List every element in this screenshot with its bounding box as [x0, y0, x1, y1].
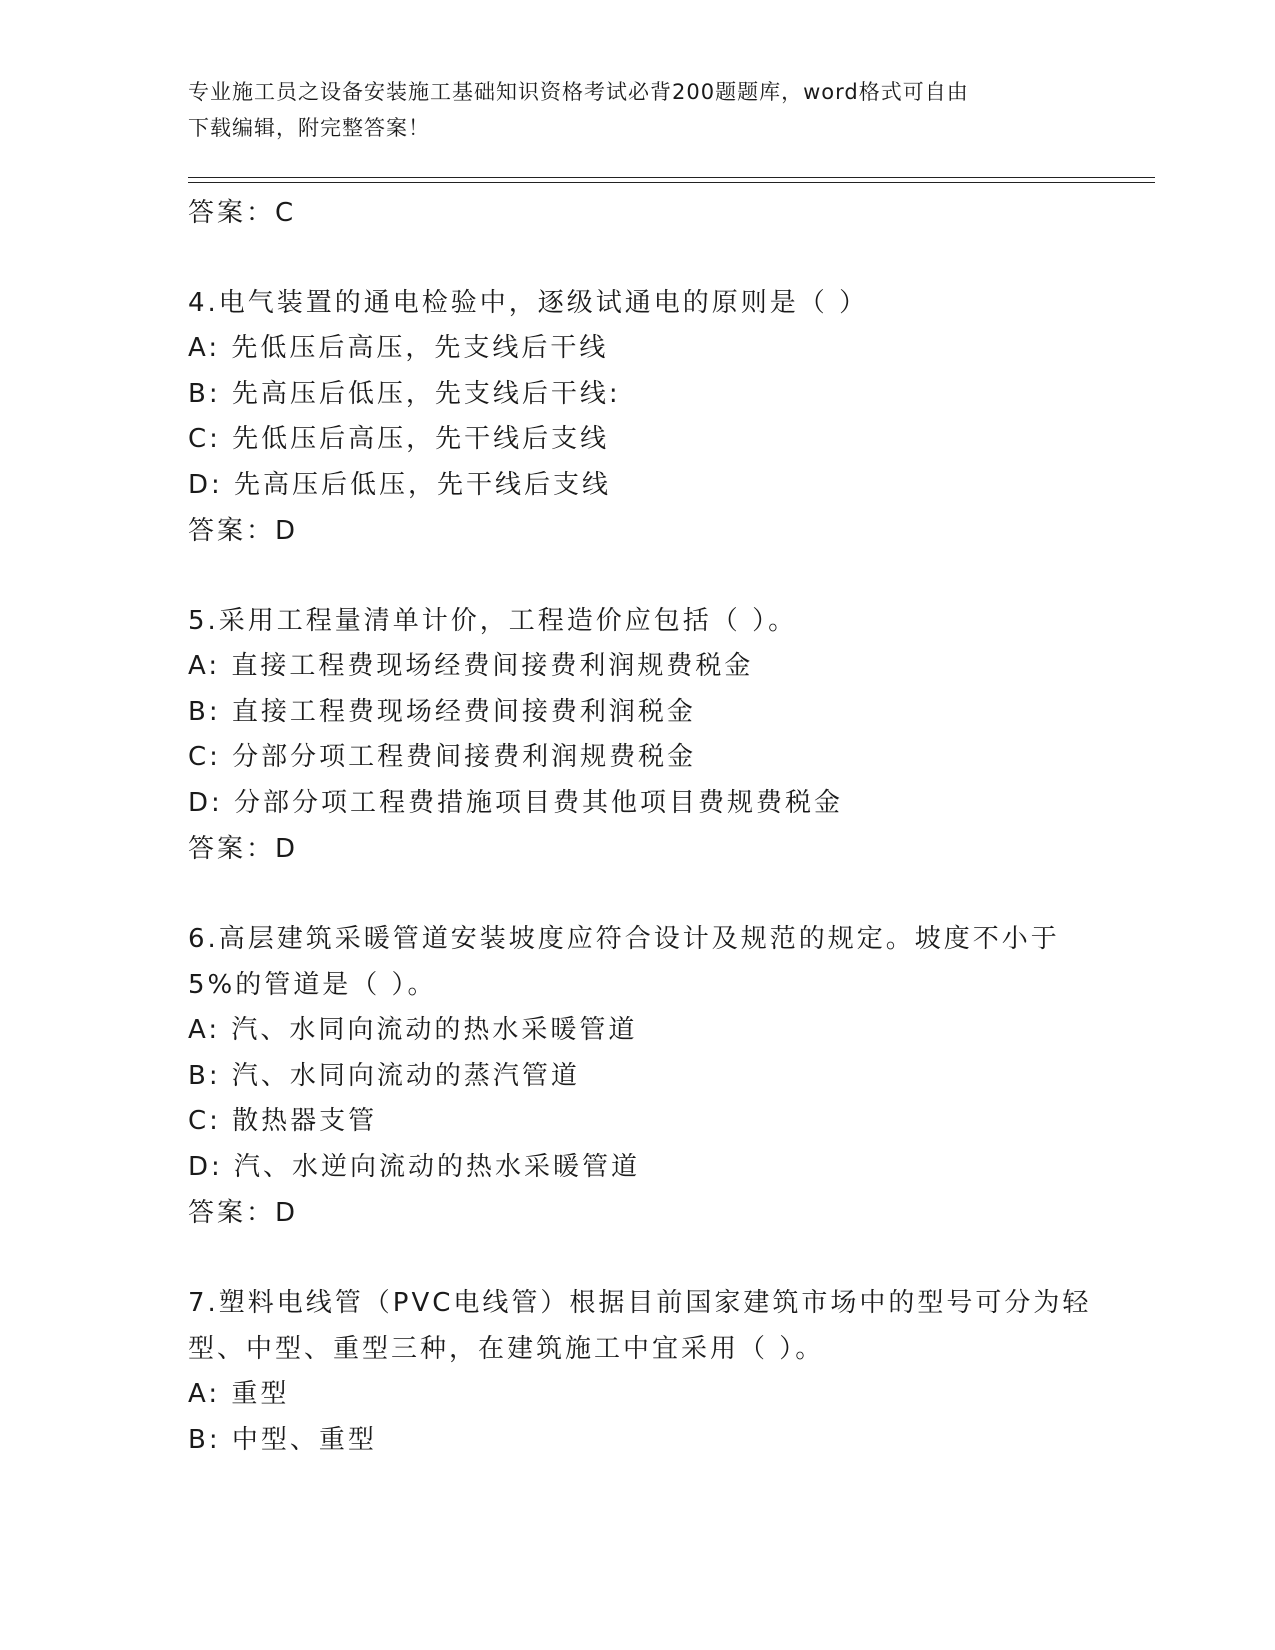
- option-a: A: 重型: [188, 1379, 290, 1409]
- previous-answer: 答案：C: [188, 198, 297, 228]
- option-c: C: 先低压后高压，先干线后支线: [188, 424, 610, 454]
- header-divider-bottom: [188, 182, 1155, 183]
- option-c: C: 分部分项工程费间接费利润规费税金: [188, 742, 697, 772]
- document-header: [188, 74, 1068, 146]
- answer: 答案：D: [188, 516, 299, 546]
- question-text-line: 5%的管道是（ ）。: [188, 970, 437, 1000]
- question-text-line: 7.塑料电线管（PVC电线管）根据目前国家建筑市场中的型号可分为轻: [188, 1288, 1092, 1318]
- option-d: D: 先高压后低压，先干线后支线: [188, 469, 612, 500]
- option-b: B: 直接工程费现场经费间接费利润税金: [188, 696, 696, 727]
- option-a: A: 直接工程费现场经费间接费利润规费税金: [188, 651, 754, 681]
- question-list: [188, 190, 1092, 1463]
- answer: 答案：D: [188, 834, 299, 864]
- spacer: [188, 1236, 1088, 1280]
- spacer: [188, 554, 1088, 598]
- question-text: [188, 916, 1088, 1008]
- option-c: C: 散热器支管: [188, 1106, 378, 1136]
- option-a: A: 汽、水同向流动的热水采暖管道: [188, 1015, 638, 1045]
- header-divider-top: [188, 177, 1155, 178]
- question-text-line: 5.采用工程量清单计价，工程造价应包括（ ）。: [188, 606, 798, 636]
- option-b: B: 汽、水同向流动的蒸汽管道: [188, 1060, 580, 1091]
- option-a: A: 先低压后高压，先支线后干线: [188, 333, 609, 363]
- header-line-2: 下载编辑，附完整答案！: [188, 116, 430, 140]
- question-text-line: 型、中型、重型三种，在建筑施工中宜采用（ ）。: [188, 1334, 825, 1364]
- question-7: [188, 1280, 1092, 1463]
- spacer: [188, 872, 1088, 916]
- question-text: [188, 1280, 1092, 1372]
- option-d: D: 分部分项工程费措施项目费其他项目费规费税金: [188, 787, 844, 818]
- answer: 答案：D: [188, 1198, 299, 1228]
- question-text: [188, 598, 1088, 644]
- question-6: [188, 916, 1088, 1236]
- option-b: B: 中型、重型: [188, 1424, 377, 1455]
- spacer: [188, 236, 1088, 280]
- question-text: [188, 280, 1088, 326]
- question-text-line: 6.高层建筑采暖管道安装坡度应符合设计及规范的规定。坡度不小于: [188, 924, 1060, 954]
- question-4: [188, 280, 1088, 554]
- option-b: B: 先高压后低压，先支线后干线:: [188, 378, 621, 409]
- question-text-line: 4.电气装置的通电检验中，逐级试通电的原则是（ ）: [188, 288, 869, 318]
- header-line-1: 专业施工员之设备安装施工基础知识资格考试必背200题题库，word格式可自由: [188, 80, 969, 104]
- option-d: D: 汽、水逆向流动的热水采暖管道: [188, 1151, 641, 1182]
- question-5: [188, 598, 1088, 872]
